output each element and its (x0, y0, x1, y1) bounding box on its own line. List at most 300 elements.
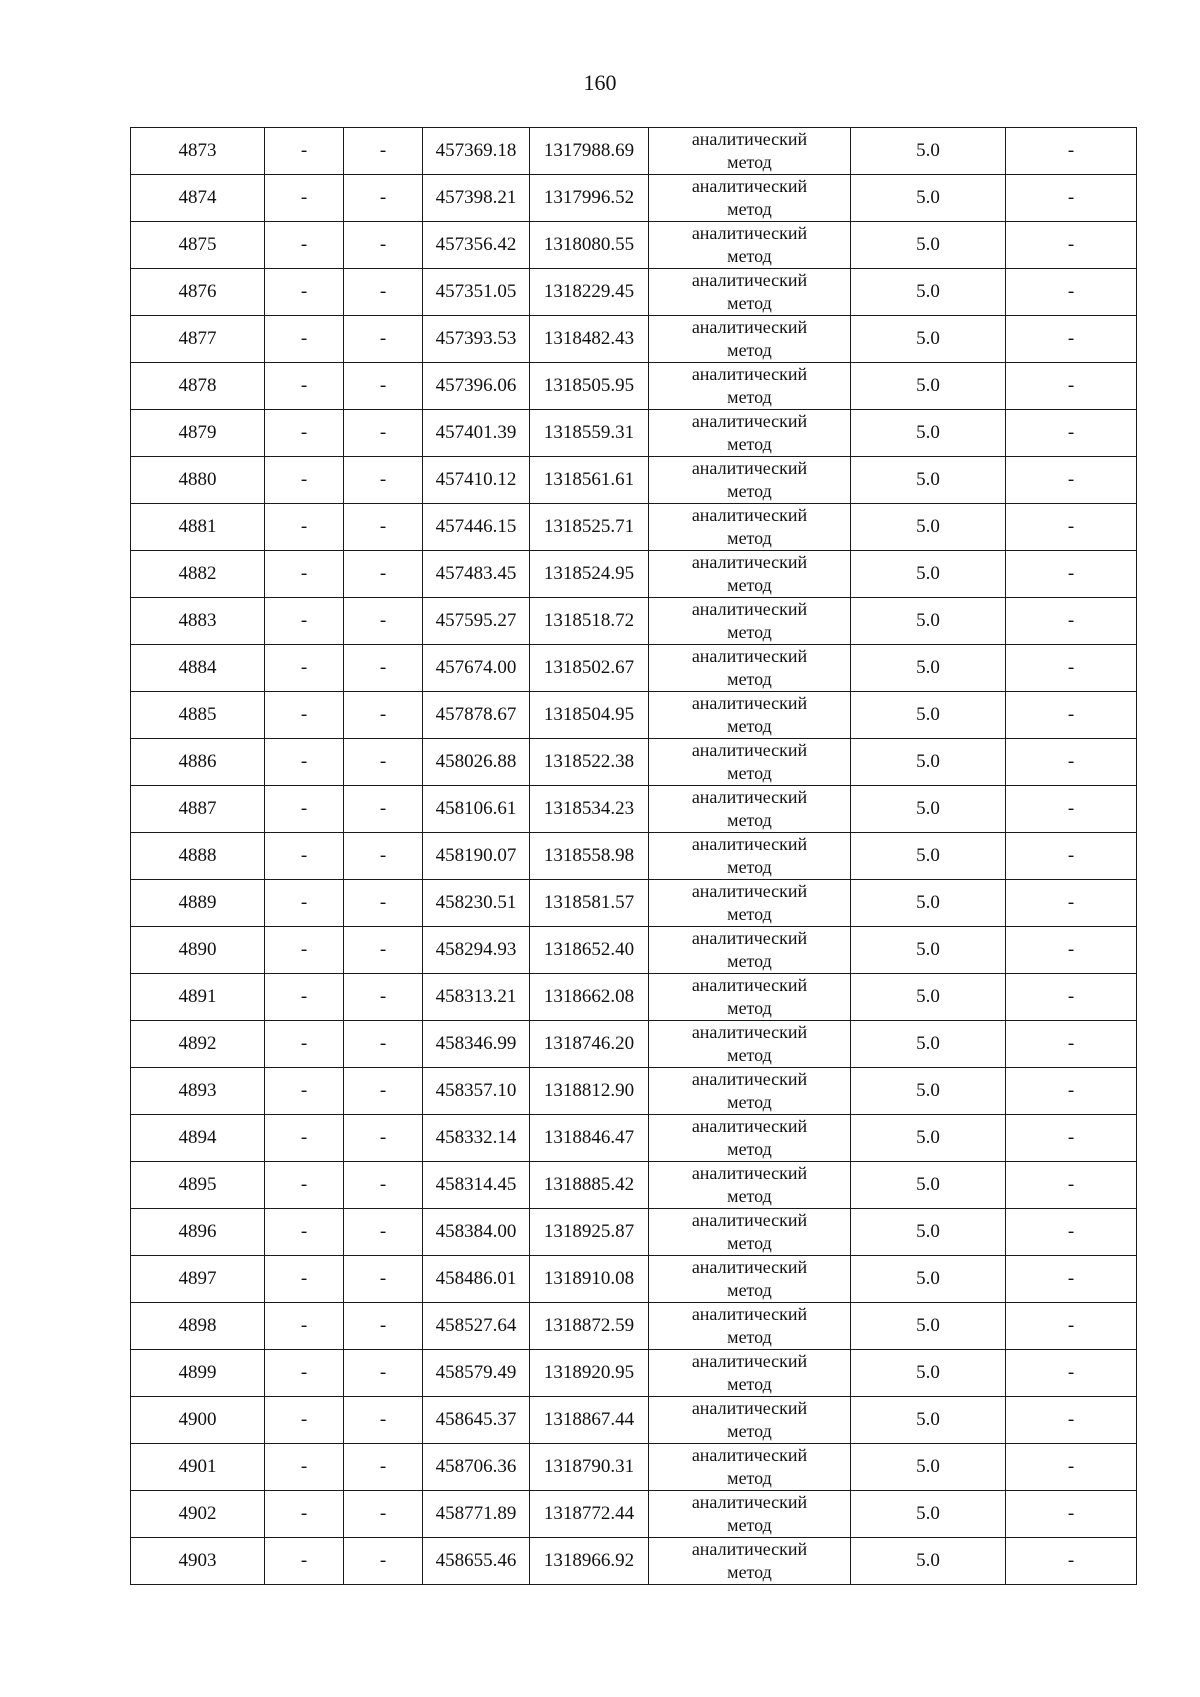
method-cell (649, 551, 851, 598)
x-coordinate-cell: 458357.10 (423, 1068, 530, 1115)
method-cell (649, 974, 851, 1021)
table-row (131, 457, 1137, 504)
method-cell (649, 269, 851, 316)
dash-cell: - (265, 1350, 344, 1397)
dash-cell: - (1006, 1397, 1137, 1444)
method-cell (649, 880, 851, 927)
table-row (131, 1021, 1137, 1068)
x-coordinate-cell: 458346.99 (423, 1021, 530, 1068)
method-line-1: аналитический (691, 881, 808, 901)
dash-cell: - (344, 222, 423, 269)
dash-cell: - (265, 457, 344, 504)
point-number-cell: 4883 (131, 598, 265, 645)
accuracy-cell: 5.0 (851, 1021, 1006, 1068)
dash-cell: - (1006, 786, 1137, 833)
point-number-cell: 4900 (131, 1397, 265, 1444)
dash-cell: - (344, 786, 423, 833)
dash-cell: - (1006, 363, 1137, 410)
x-coordinate-cell: 458314.45 (423, 1162, 530, 1209)
dash-cell: - (265, 645, 344, 692)
accuracy-cell: 5.0 (851, 316, 1006, 363)
accuracy-cell: 5.0 (851, 1303, 1006, 1350)
accuracy-cell: 5.0 (851, 410, 1006, 457)
method-line-2: метод (727, 340, 772, 360)
method-line-1: аналитический (691, 270, 808, 290)
dash-cell: - (1006, 1538, 1137, 1585)
dash-cell: - (265, 974, 344, 1021)
dash-cell: - (344, 1538, 423, 1585)
method-cell (649, 833, 851, 880)
x-coordinate-cell: 458655.46 (423, 1538, 530, 1585)
accuracy-cell: 5.0 (851, 1256, 1006, 1303)
dash-cell: - (1006, 410, 1137, 457)
point-number-cell: 4877 (131, 316, 265, 363)
point-number-cell: 4879 (131, 410, 265, 457)
y-coordinate-cell: 1318925.87 (530, 1209, 649, 1256)
point-number-cell: 4882 (131, 551, 265, 598)
table-row (131, 551, 1137, 598)
method-line-1: аналитический (691, 1304, 808, 1324)
y-coordinate-cell: 1318518.72 (530, 598, 649, 645)
x-coordinate-cell: 458230.51 (423, 880, 530, 927)
dash-cell: - (344, 175, 423, 222)
method-line-2: метод (727, 1186, 772, 1206)
dash-cell: - (265, 175, 344, 222)
accuracy-cell: 5.0 (851, 786, 1006, 833)
dash-cell: - (1006, 316, 1137, 363)
method-line-1: аналитический (691, 740, 808, 760)
method-line-2: метод (727, 857, 772, 877)
table-row (131, 269, 1137, 316)
y-coordinate-cell: 1317996.52 (530, 175, 649, 222)
x-coordinate-cell: 457878.67 (423, 692, 530, 739)
method-line-2: метод (727, 951, 772, 971)
dash-cell: - (1006, 880, 1137, 927)
dash-cell: - (265, 598, 344, 645)
method-line-2: метод (727, 1327, 772, 1347)
dash-cell: - (344, 269, 423, 316)
page-number: 160 (583, 70, 617, 95)
table-row (131, 175, 1137, 222)
y-coordinate-cell: 1318524.95 (530, 551, 649, 598)
method-cell (649, 316, 851, 363)
dash-cell: - (1006, 175, 1137, 222)
coordinates-table (130, 127, 1137, 1585)
point-number-cell: 4880 (131, 457, 265, 504)
y-coordinate-cell: 1318581.57 (530, 880, 649, 927)
accuracy-cell: 5.0 (851, 1162, 1006, 1209)
accuracy-cell: 5.0 (851, 598, 1006, 645)
method-line-1: аналитический (691, 834, 808, 854)
accuracy-cell: 5.0 (851, 457, 1006, 504)
method-line-2: метод (727, 387, 772, 407)
method-line-1: аналитический (691, 1210, 808, 1230)
point-number-cell: 4888 (131, 833, 265, 880)
point-number-cell: 4890 (131, 927, 265, 974)
method-cell (649, 1068, 851, 1115)
dash-cell: - (344, 833, 423, 880)
y-coordinate-cell: 1318746.20 (530, 1021, 649, 1068)
method-line-2: метод (727, 1092, 772, 1112)
dash-cell: - (344, 1350, 423, 1397)
method-cell (649, 1162, 851, 1209)
method-line-2: метод (727, 1421, 772, 1441)
method-line-1: аналитический (691, 599, 808, 619)
table-row (131, 1068, 1137, 1115)
dash-cell: - (265, 1303, 344, 1350)
dash-cell: - (265, 551, 344, 598)
dash-cell: - (1006, 1303, 1137, 1350)
accuracy-cell: 5.0 (851, 269, 1006, 316)
dash-cell: - (1006, 974, 1137, 1021)
dash-cell: - (265, 1209, 344, 1256)
accuracy-cell: 5.0 (851, 551, 1006, 598)
method-line-1: аналитический (691, 928, 808, 948)
method-cell (649, 598, 851, 645)
dash-cell: - (344, 457, 423, 504)
point-number-cell: 4901 (131, 1444, 265, 1491)
method-line-1: аналитический (691, 1163, 808, 1183)
dash-cell: - (265, 1491, 344, 1538)
table-row (131, 833, 1137, 880)
method-line-1: аналитический (691, 411, 808, 431)
dash-cell: - (1006, 1350, 1137, 1397)
point-number-cell: 4881 (131, 504, 265, 551)
x-coordinate-cell: 458527.64 (423, 1303, 530, 1350)
dash-cell: - (344, 880, 423, 927)
table-row (131, 1397, 1137, 1444)
method-line-1: аналитический (691, 552, 808, 572)
dash-cell: - (265, 410, 344, 457)
dash-cell: - (265, 504, 344, 551)
method-line-2: метод (727, 1280, 772, 1300)
dash-cell: - (265, 1538, 344, 1585)
method-line-2: метод (727, 716, 772, 736)
method-line-2: метод (727, 293, 772, 313)
method-line-1: аналитический (691, 129, 808, 149)
dash-cell: - (265, 1162, 344, 1209)
point-number-cell: 4893 (131, 1068, 265, 1115)
dash-cell: - (344, 598, 423, 645)
dash-cell: - (265, 739, 344, 786)
method-line-1: аналитический (691, 1022, 808, 1042)
dash-cell: - (265, 1021, 344, 1068)
table-row (131, 598, 1137, 645)
point-number-cell: 4884 (131, 645, 265, 692)
method-cell (649, 1444, 851, 1491)
y-coordinate-cell: 1318080.55 (530, 222, 649, 269)
dash-cell: - (344, 927, 423, 974)
method-line-2: метод (727, 1045, 772, 1065)
accuracy-cell: 5.0 (851, 1350, 1006, 1397)
method-cell (649, 175, 851, 222)
method-cell (649, 692, 851, 739)
accuracy-cell: 5.0 (851, 504, 1006, 551)
point-number-cell: 4878 (131, 363, 265, 410)
dash-cell: - (1006, 128, 1137, 175)
method-line-2: метод (727, 763, 772, 783)
accuracy-cell: 5.0 (851, 927, 1006, 974)
dash-cell: - (1006, 222, 1137, 269)
x-coordinate-cell: 457595.27 (423, 598, 530, 645)
method-line-1: аналитический (691, 223, 808, 243)
method-cell (649, 1256, 851, 1303)
method-line-2: метод (727, 1139, 772, 1159)
point-number-cell: 4874 (131, 175, 265, 222)
point-number-cell: 4897 (131, 1256, 265, 1303)
table-row (131, 880, 1137, 927)
dash-cell: - (1006, 1256, 1137, 1303)
dash-cell: - (344, 1444, 423, 1491)
dash-cell: - (1006, 1444, 1137, 1491)
dash-cell: - (265, 1256, 344, 1303)
y-coordinate-cell: 1318522.38 (530, 739, 649, 786)
accuracy-cell: 5.0 (851, 833, 1006, 880)
accuracy-cell: 5.0 (851, 645, 1006, 692)
method-cell (649, 1303, 851, 1350)
accuracy-cell: 5.0 (851, 1209, 1006, 1256)
dash-cell: - (344, 1115, 423, 1162)
method-cell (649, 457, 851, 504)
method-line-1: аналитический (691, 693, 808, 713)
point-number-cell: 4895 (131, 1162, 265, 1209)
table-row (131, 128, 1137, 175)
table-row (131, 410, 1137, 457)
method-line-1: аналитический (691, 1257, 808, 1277)
x-coordinate-cell: 457393.53 (423, 316, 530, 363)
method-line-2: метод (727, 904, 772, 924)
point-number-cell: 4899 (131, 1350, 265, 1397)
point-number-cell: 4889 (131, 880, 265, 927)
method-line-1: аналитический (691, 1351, 808, 1371)
dash-cell: - (344, 739, 423, 786)
method-cell (649, 1491, 851, 1538)
method-cell (649, 363, 851, 410)
x-coordinate-cell: 458106.61 (423, 786, 530, 833)
method-cell (649, 786, 851, 833)
x-coordinate-cell: 458190.07 (423, 833, 530, 880)
accuracy-cell: 5.0 (851, 880, 1006, 927)
method-line-2: метод (727, 1515, 772, 1535)
y-coordinate-cell: 1318772.44 (530, 1491, 649, 1538)
table-row (131, 1162, 1137, 1209)
dash-cell: - (1006, 927, 1137, 974)
accuracy-cell: 5.0 (851, 1115, 1006, 1162)
method-cell (649, 645, 851, 692)
method-line-2: метод (727, 575, 772, 595)
x-coordinate-cell: 457398.21 (423, 175, 530, 222)
method-line-1: аналитический (691, 505, 808, 525)
dash-cell: - (265, 316, 344, 363)
x-coordinate-cell: 457396.06 (423, 363, 530, 410)
y-coordinate-cell: 1318504.95 (530, 692, 649, 739)
method-line-2: метод (727, 199, 772, 219)
table-row (131, 1115, 1137, 1162)
method-line-2: метод (727, 528, 772, 548)
y-coordinate-cell: 1318920.95 (530, 1350, 649, 1397)
dash-cell: - (344, 1397, 423, 1444)
x-coordinate-cell: 458706.36 (423, 1444, 530, 1491)
accuracy-cell: 5.0 (851, 1444, 1006, 1491)
method-line-1: аналитический (691, 787, 808, 807)
accuracy-cell: 5.0 (851, 739, 1006, 786)
dash-cell: - (344, 504, 423, 551)
y-coordinate-cell: 1318652.40 (530, 927, 649, 974)
y-coordinate-cell: 1318558.98 (530, 833, 649, 880)
x-coordinate-cell: 458771.89 (423, 1491, 530, 1538)
method-line-1: аналитический (691, 1492, 808, 1512)
x-coordinate-cell: 458645.37 (423, 1397, 530, 1444)
point-number-cell: 4887 (131, 786, 265, 833)
method-cell (649, 1021, 851, 1068)
dash-cell: - (344, 692, 423, 739)
dash-cell: - (1006, 269, 1137, 316)
table-row (131, 1538, 1137, 1585)
accuracy-cell: 5.0 (851, 1491, 1006, 1538)
point-number-cell: 4892 (131, 1021, 265, 1068)
dash-cell: - (1006, 739, 1137, 786)
table-row (131, 1256, 1137, 1303)
method-line-2: метод (727, 810, 772, 830)
method-line-1: аналитический (691, 1445, 808, 1465)
dash-cell: - (344, 1209, 423, 1256)
dash-cell: - (265, 1068, 344, 1115)
accuracy-cell: 5.0 (851, 974, 1006, 1021)
method-cell (649, 1350, 851, 1397)
method-line-2: метод (727, 481, 772, 501)
method-line-1: аналитический (691, 458, 808, 478)
dash-cell: - (265, 128, 344, 175)
x-coordinate-cell: 458026.88 (423, 739, 530, 786)
method-cell (649, 1538, 851, 1585)
dash-cell: - (1006, 645, 1137, 692)
point-number-cell: 4885 (131, 692, 265, 739)
table-row (131, 927, 1137, 974)
table-row (131, 974, 1137, 1021)
point-number-cell: 4875 (131, 222, 265, 269)
table-row (131, 1491, 1137, 1538)
x-coordinate-cell: 457369.18 (423, 128, 530, 175)
y-coordinate-cell: 1318867.44 (530, 1397, 649, 1444)
accuracy-cell: 5.0 (851, 222, 1006, 269)
method-line-2: метод (727, 152, 772, 172)
dash-cell: - (265, 1115, 344, 1162)
y-coordinate-cell: 1318559.31 (530, 410, 649, 457)
accuracy-cell: 5.0 (851, 1397, 1006, 1444)
x-coordinate-cell: 458332.14 (423, 1115, 530, 1162)
point-number-cell: 4898 (131, 1303, 265, 1350)
table-row (131, 739, 1137, 786)
method-line-2: метод (727, 1233, 772, 1253)
dash-cell: - (1006, 1162, 1137, 1209)
dash-cell: - (1006, 1491, 1137, 1538)
table-row (131, 316, 1137, 363)
method-line-1: аналитический (691, 1116, 808, 1136)
dash-cell: - (265, 1444, 344, 1491)
accuracy-cell: 5.0 (851, 175, 1006, 222)
dash-cell: - (265, 692, 344, 739)
y-coordinate-cell: 1318872.59 (530, 1303, 649, 1350)
dash-cell: - (265, 880, 344, 927)
x-coordinate-cell: 458579.49 (423, 1350, 530, 1397)
dash-cell: - (1006, 833, 1137, 880)
dash-cell: - (344, 1162, 423, 1209)
table-row (131, 1444, 1137, 1491)
method-line-1: аналитический (691, 646, 808, 666)
method-cell (649, 1397, 851, 1444)
point-number-cell: 4891 (131, 974, 265, 1021)
point-number-cell: 4873 (131, 128, 265, 175)
accuracy-cell: 5.0 (851, 692, 1006, 739)
table-row (131, 1209, 1137, 1256)
method-line-1: аналитический (691, 317, 808, 337)
method-line-1: аналитический (691, 1398, 808, 1418)
y-coordinate-cell: 1318885.42 (530, 1162, 649, 1209)
x-coordinate-cell: 458486.01 (423, 1256, 530, 1303)
dash-cell: - (344, 128, 423, 175)
point-number-cell: 4903 (131, 1538, 265, 1585)
dash-cell: - (344, 410, 423, 457)
y-coordinate-cell: 1318482.43 (530, 316, 649, 363)
method-cell (649, 504, 851, 551)
dash-cell: - (1006, 598, 1137, 645)
y-coordinate-cell: 1317988.69 (530, 128, 649, 175)
x-coordinate-cell: 457410.12 (423, 457, 530, 504)
y-coordinate-cell: 1318525.71 (530, 504, 649, 551)
x-coordinate-cell: 458313.21 (423, 974, 530, 1021)
table-row (131, 504, 1137, 551)
table-row (131, 1303, 1137, 1350)
point-number-cell: 4902 (131, 1491, 265, 1538)
method-cell (649, 927, 851, 974)
table-row (131, 692, 1137, 739)
y-coordinate-cell: 1318229.45 (530, 269, 649, 316)
x-coordinate-cell: 457483.45 (423, 551, 530, 598)
dash-cell: - (265, 927, 344, 974)
y-coordinate-cell: 1318534.23 (530, 786, 649, 833)
dash-cell: - (1006, 1021, 1137, 1068)
method-cell (649, 222, 851, 269)
method-line-2: метод (727, 434, 772, 454)
method-line-1: аналитический (691, 975, 808, 995)
accuracy-cell: 5.0 (851, 1068, 1006, 1115)
dash-cell: - (344, 1068, 423, 1115)
dash-cell: - (344, 316, 423, 363)
dash-cell: - (344, 1021, 423, 1068)
method-line-2: метод (727, 246, 772, 266)
method-line-2: метод (727, 1468, 772, 1488)
accuracy-cell: 5.0 (851, 128, 1006, 175)
x-coordinate-cell: 458384.00 (423, 1209, 530, 1256)
dash-cell: - (265, 833, 344, 880)
dash-cell: - (1006, 1115, 1137, 1162)
dash-cell: - (1006, 692, 1137, 739)
dash-cell: - (265, 269, 344, 316)
y-coordinate-cell: 1318662.08 (530, 974, 649, 1021)
dash-cell: - (1006, 457, 1137, 504)
table-row (131, 786, 1137, 833)
x-coordinate-cell: 457351.05 (423, 269, 530, 316)
dash-cell: - (265, 786, 344, 833)
x-coordinate-cell: 457401.39 (423, 410, 530, 457)
method-line-2: метод (727, 669, 772, 689)
dash-cell: - (344, 1491, 423, 1538)
y-coordinate-cell: 1318966.92 (530, 1538, 649, 1585)
table-row (131, 222, 1137, 269)
method-cell (649, 410, 851, 457)
point-number-cell: 4896 (131, 1209, 265, 1256)
dash-cell: - (344, 363, 423, 410)
